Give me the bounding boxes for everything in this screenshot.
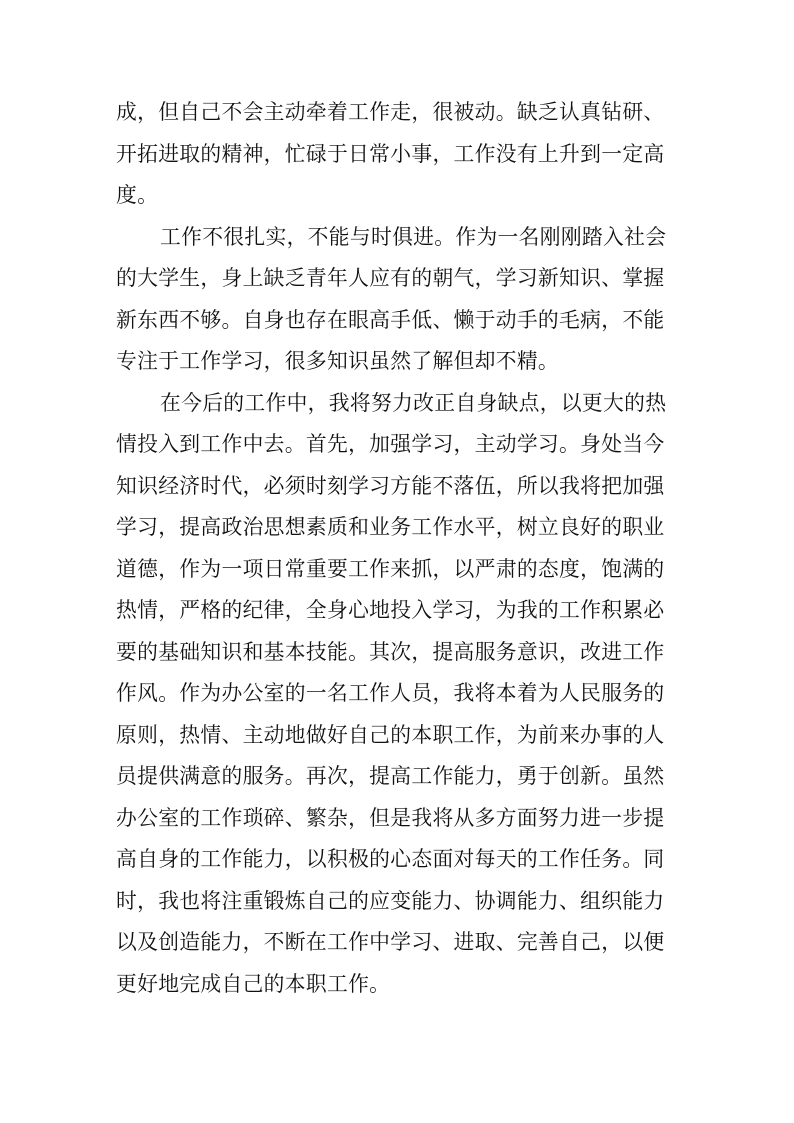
text-line: 道德，作为一项日常重要工作来抓，以严肃的态度，饱满的 [116, 556, 665, 581]
text-line: 成，但自己不会主动牵着工作走，很被动。缺乏认真钻研、 [116, 100, 665, 124]
text-line: 作风。作为办公室的一名工作人员，我将本着为人民服务的 [116, 681, 665, 705]
text-line: 知识经济时代，必须时刻学习方能不落伍，所以我将把加强 [116, 473, 665, 498]
text-line: 在今后的工作中，我将努力改正自身缺点，以更大的热 [160, 390, 667, 415]
text-line: 情投入到工作中去。首先，加强学习，主动学习。身处当今 [116, 432, 665, 456]
text-line: 学习，提高政治思想素质和业务工作水平，树立良好的职业 [116, 515, 665, 539]
paragraph-2 [116, 217, 678, 383]
text-line: 新东西不够。自身也存在眼高手低、懒于动手的毛病，不能 [116, 307, 665, 332]
text-line: 的大学生，身上缺乏青年人应有的朝气，学习新知识、掌握 [116, 266, 665, 290]
text-line: 更好地完成自己的本职工作。 [116, 971, 391, 996]
text-line: 热情，严格的纪律，全身心地投入学习，为我的工作积累必 [116, 598, 665, 622]
text-line: 以及创造能力，不断在工作中学习、进取、完善自己，以便 [116, 930, 665, 954]
text-line: 办公室的工作琐碎、繁杂，但是我将从多方面努力进一步提 [116, 805, 665, 830]
text-line: 工作不很扎实，不能与时俱进。作为一名刚刚踏入社会 [160, 224, 667, 249]
text-line: 专注于工作学习，很多知识虽然了解但却不精。 [116, 349, 560, 373]
text-line: 开拓进取的精神，忙碌于日常小事，工作没有上升到一定高 [116, 141, 665, 166]
text-line: 度。 [116, 183, 159, 207]
text-line: 员提供满意的服务。再次，提高工作能力，勇于创新。虽然 [116, 764, 665, 788]
document-body [116, 92, 678, 1005]
text-line: 原则，热情、主动地做好自己的本职工作，为前来办事的人 [116, 722, 665, 747]
paragraph-3 [116, 383, 678, 1006]
text-line: 高自身的工作能力，以积极的心态面对每天的工作任务。同 [116, 847, 665, 871]
text-line: 时，我也将注重锻炼自己的应变能力、协调能力、组织能力 [116, 888, 665, 913]
paragraph-1 [116, 92, 678, 217]
text-line: 要的基础知识和基本技能。其次，提高服务意识，改进工作 [116, 639, 665, 664]
